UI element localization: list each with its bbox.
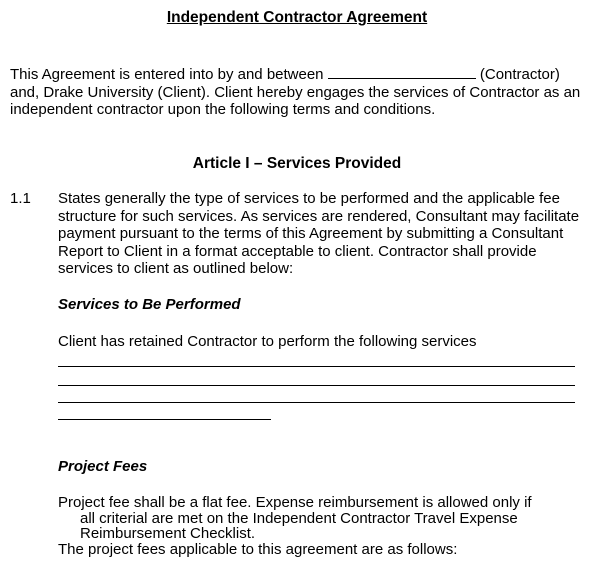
fees-line: Project fee shall be a flat fee. Expense reimbursement is allowed only if (58, 494, 532, 511)
services-text: Client has retained Contractor to perform the following services (58, 333, 477, 350)
contractor-name-blank (328, 66, 476, 79)
intro-prefix: This Agreement is entered into by and between (10, 66, 328, 83)
services-blank-line (58, 366, 575, 367)
services-blank-line (58, 402, 575, 403)
section-text: States generally the type of services to be performed and the applicable fee structure for such services. As services are rendered, Consultant may facilitate payment pursuant to the terms of this Agreement by submitting a Consultant Report to Client in a format acceptable to client. Contractor shall provide services to client as outlined below: (58, 190, 580, 277)
services-heading: Services to Be Performed (58, 296, 241, 313)
services-blank-line (58, 385, 575, 386)
document-title: Independent Contractor Agreement (166, 9, 428, 26)
fees-line: The project fees applicable to this agreement are as follows: (58, 540, 458, 558)
services-blank-line (58, 419, 271, 420)
intro-rest: (Contractor) and, Drake University (Client). Client hereby engages the services of Contractor as an independent contractor upon the following terms and conditions. (10, 66, 581, 118)
article-heading: Article I – Services Provided (192, 155, 402, 172)
fees-line: Reimbursement Checklist. (80, 525, 256, 542)
section-number: 1.1 (10, 190, 31, 207)
intro-paragraph (10, 66, 582, 119)
fees-line: all criterial are met on the Independent Contractor Travel Expense (80, 509, 518, 527)
fees-paragraph (58, 495, 583, 557)
fees-heading: Project Fees (58, 458, 148, 475)
